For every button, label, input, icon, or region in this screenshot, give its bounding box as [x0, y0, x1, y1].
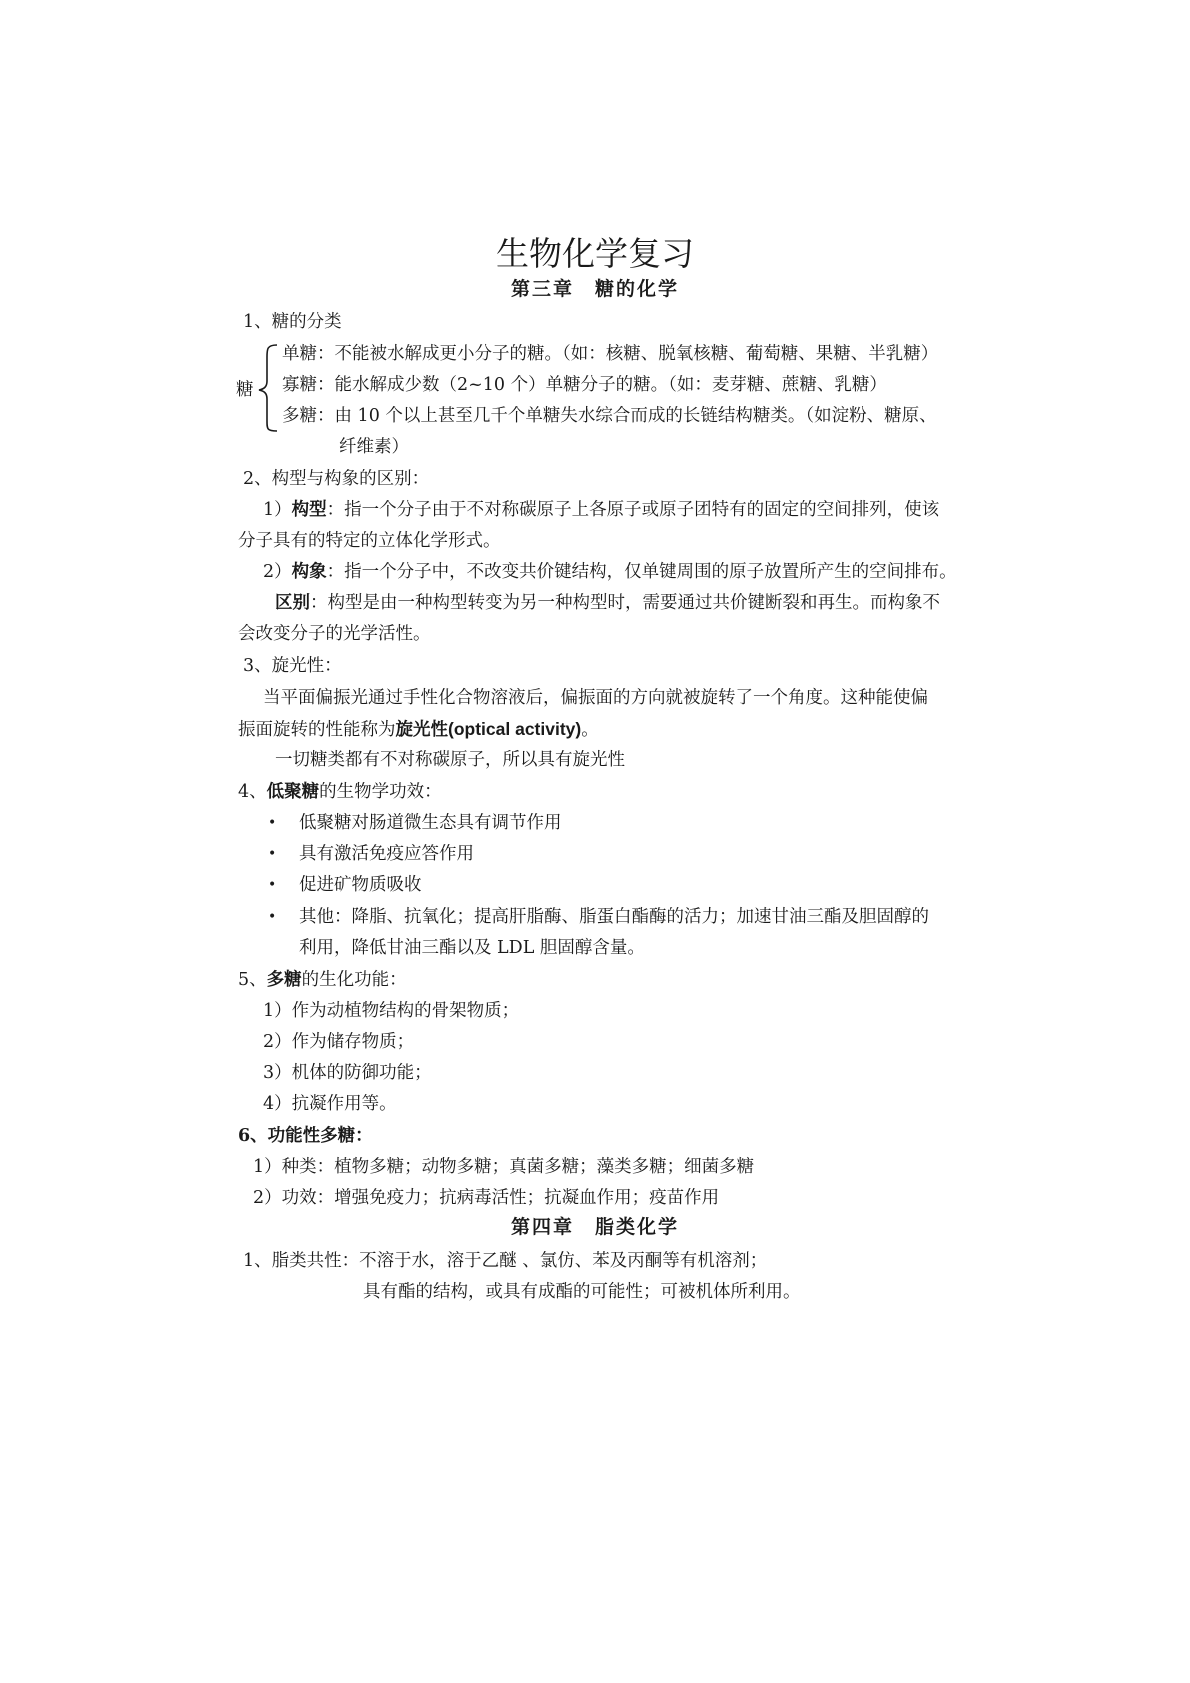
- configuration-definition: ：指一个分子由于不对称碳原子上各原子或原子团特有的固定的空间排列，使该: [326, 500, 940, 520]
- optical-activity-paragraph: 当平面偏振光通过手性化合物溶液后，偏振面的方向就被旋转了一个角度。这种能使偏: [263, 688, 928, 708]
- configuration-paragraph: [263, 498, 939, 522]
- difference-term: 区别: [275, 593, 310, 613]
- section-2-heading: 2、构型与构象的区别：: [243, 469, 430, 489]
- curly-brace-icon: [257, 343, 279, 433]
- list-item: 3）机体的防御功能；: [263, 1063, 432, 1083]
- lipid-properties-line: 1、脂类共性：不溶于水，溶于乙醚 、氯仿、苯及丙酮等有机溶剂；: [243, 1251, 768, 1271]
- conformation-definition: ：指一个分子中，不改变共价键结构，仅单键周围的原子放置所产生的空间排布。: [326, 562, 957, 582]
- optical-activity-paragraph-cont: [238, 717, 599, 742]
- polysaccharide-line: 多糖：由 10 个以上甚至几千个单糖失水综合而成的长链结构糖类。（如淀粉、糖原、: [282, 406, 937, 426]
- conformation-term: 构象: [291, 562, 327, 582]
- configuration-paragraph-cont: 分子具有的特定的立体化学形式。: [238, 531, 501, 551]
- polysaccharide-line-cont: 纤维素）: [339, 437, 409, 457]
- list-item: 1）种类：植物多糖；动物多糖；真菌多糖；藻类多糖；细菌多糖: [253, 1157, 755, 1177]
- sugar-label: 糖: [236, 380, 254, 400]
- optical-text: 振面旋转的性能称为: [238, 720, 396, 740]
- bullet-icon: •: [268, 877, 277, 893]
- section-number: 5、: [238, 970, 267, 990]
- list-item-cont: 利用，降低甘油三酯以及 LDL 胆固醇含量。: [299, 938, 645, 958]
- optical-text-end: 。: [581, 720, 599, 740]
- oligosaccharide-line: 寡糖：能水解成少数（2~10 个）单糖分子的糖。（如：麦芽糖、蔗糖、乳糖）: [282, 375, 887, 395]
- item-number: 2）: [263, 562, 292, 582]
- polysaccharide-term: 多糖: [266, 970, 302, 990]
- difference-paragraph: [275, 591, 940, 615]
- oligosaccharide-term: 低聚糖: [266, 782, 320, 802]
- section-4-heading: [238, 780, 442, 804]
- list-item: 4）抗凝作用等。: [263, 1094, 397, 1114]
- section-number: 4、: [238, 782, 267, 802]
- optical-activity-note: 一切糖类都有不对称碳原子，所以具有旋光性: [275, 750, 625, 770]
- bullet-icon: •: [268, 815, 277, 831]
- monosaccharide-line: 单糖：不能被水解成更小分子的糖。（如：核糖、脱氧核糖、葡萄糖、果糖、半乳糖）: [282, 344, 939, 364]
- list-item: 促进矿物质吸收: [299, 875, 422, 895]
- bullet-icon: •: [268, 909, 277, 925]
- conformation-paragraph: [263, 560, 957, 584]
- section-3-heading: 3、旋光性：: [243, 656, 342, 676]
- difference-text: ：构型是由一种构型转变为另一种构型时，需要通过共价键断裂和再生。而构象不: [310, 593, 940, 613]
- list-item: 其他：降脂、抗氧化；提高肝脂酶、脂蛋白酯酶的活力；加速甘油三酯及胆固醇的: [299, 907, 929, 927]
- list-item: 具有激活免疫应答作用: [299, 844, 474, 864]
- configuration-term: 构型: [291, 500, 327, 520]
- document-title: 生物化学复习: [496, 234, 694, 273]
- list-item: 低聚糖对肠道微生态具有调节作用: [299, 813, 562, 833]
- chapter-4-heading: 第四章 脂类化学: [510, 1216, 679, 1238]
- section-1-heading: 1、糖的分类: [243, 312, 342, 332]
- optical-activity-term: 旋光性(optical activity): [395, 719, 582, 739]
- list-item: 2）功效：增强免疫力；抗病毒活性；抗凝血作用；疫苗作用: [253, 1188, 720, 1208]
- bullet-icon: •: [268, 846, 277, 862]
- list-item: 1）作为动植物结构的骨架物质；: [263, 1001, 520, 1021]
- lipid-properties-line-cont: 具有酯的结构，或具有成酯的可能性；可被机体所利用。: [363, 1282, 801, 1302]
- difference-paragraph-cont: 会改变分子的光学活性。: [238, 624, 431, 644]
- heading-text: 的生化功能：: [301, 970, 407, 990]
- heading-text: 的生物学功效：: [319, 782, 442, 802]
- item-number: 1）: [263, 500, 292, 520]
- chapter-3-heading: 第三章 糖的化学: [510, 278, 679, 300]
- section-6-heading: 6、功能性多糖：: [238, 1126, 373, 1146]
- list-item: 2）作为储存物质；: [263, 1032, 415, 1052]
- section-5-heading: [238, 968, 407, 992]
